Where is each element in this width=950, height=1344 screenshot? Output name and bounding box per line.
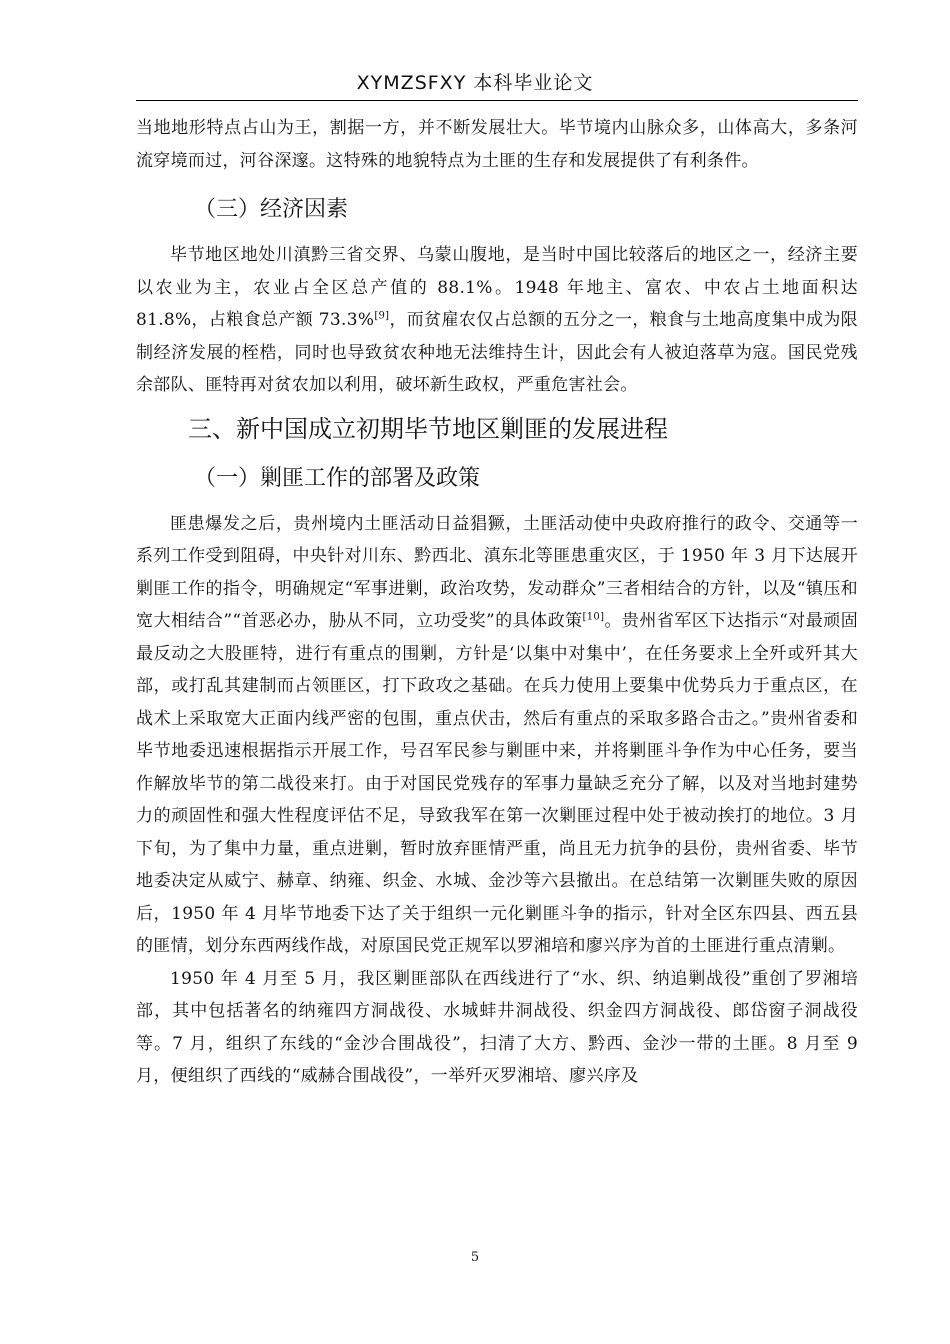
subsection-heading-economic: （三）经济因素 (194, 197, 349, 222)
citation-ref: [9] (374, 310, 390, 322)
paragraph-text: 毕节地区地处川滇黔三省交界、乌蒙山腹地，是当时中国比较落后的地区之一，经济主要以农业为主，农业占全区总产值的 88.1%。1948 年地主、富农、中农占土地面积达 81.8%，占粮食总产额 73.3% (136, 245, 858, 330)
body-paragraph (136, 508, 858, 963)
running-header: XYMZSFXY 本科毕业论文 (356, 72, 594, 94)
page-number: 5 (470, 1250, 480, 1265)
document-body (136, 112, 858, 1093)
paragraph-text: ，而贫雇农仅占总额的五分之一，粮食与土地高度集中成为限制经济发展的桎梏，同时也导致贫农种地无法维持生计，因此会有人被迫落草为寇。国民党残余部队、匪特再对贫农加以利用，破坏新生政权，严重危害社会。 (136, 310, 858, 395)
body-paragraph: 1950 年 4 月至 5 月，我区剿匪部队在西线进行了“水、织、纳追剿战役”重创了罗湘培部，其中包括著名的纳雍四方洞战役、水城蚌井洞战役、织金四方洞战役、郎岱窗子洞战役等。7 月，组织了东线的“金沙合围战役”，扫清了大方、黔西、金沙一带的土匪。8 月至 9 月，便组织了西线的“威赫合围战役”，一举歼灭罗湘培、廖兴序及 (136, 968, 858, 1086)
body-paragraph: 当地地形特点占山为王，割据一方，并不断发展壮大。毕节境内山脉众多，山体高大，多条河流穿境而过，河谷深邃。这特殊的地貌特点为土匪的生存和发展提供了有利条件。 (136, 118, 858, 171)
subsection-heading-deployment: （一）剿匪工作的部署及政策 (194, 465, 481, 491)
body-paragraph (136, 239, 858, 402)
header-divider (136, 100, 858, 101)
paragraph-text: 匪患爆发之后，贵州境内土匪活动日益猖獗，土匪活动使中央政府推行的政令、交通等一系列工作受到阻碍，中央针对川东、黔西北、滇东北等匪患重灾区，于 1950 年 3 月下达展开剿匪工作的指令，明确规定“军事进剿，政治攻势，发动群众”三者相结合的方针，以及“镇压和宽大相结合”“首恶必办，胁从不同，立功受奖”的具体政策 (136, 513, 858, 631)
paragraph-text: 。贵州省军区下达指示“对最顽固最反动之大股匪特，进行有重点的围剿，方针是‘以集中对集中’，在任务要求上全歼或歼其大部，或打乱其建制而占领匪区，打下政攻之基础。在兵力使用上要集中优势兵力于重点区，在战术上采取宽大正面内线严密的包围，重点伏击，然后有重点的采取多路合击之。”贵州省委和毕节地委迅速根据指示开展工作，号召军民参与剿匪中来，并将剿匪斗争作为中心任务，要当作解放毕节的第二战役来打。由于对国民党残存的军事力量缺乏充分了解，以及对当地封建势力的顽固性和强大性程度评估不足，导致我军在第一次剿匪过程中处于被动挨打的地位。3 月下旬，为了集中力量，重点进剿，暂时放弃匪情严重，尚且无力抗争的县份，贵州省委、毕节地委决定从威宁、赫章、纳雍、织金、水城、金沙等六县撤出。在总结第一次剿匪失败的原因后，1950 年 4 月毕节地委下达了关于组织一元化剿匪斗争的指示，针对全区东四县、西五县的匪情，划分东西两线作战，对原国民党正规军以罗湘培和廖兴序为首的土匪进行重点清剿。 (136, 611, 858, 956)
section-heading: 三、新中国成立初期毕节地区剿匪的发展进程 (188, 414, 668, 443)
citation-ref: [10] (582, 611, 605, 623)
